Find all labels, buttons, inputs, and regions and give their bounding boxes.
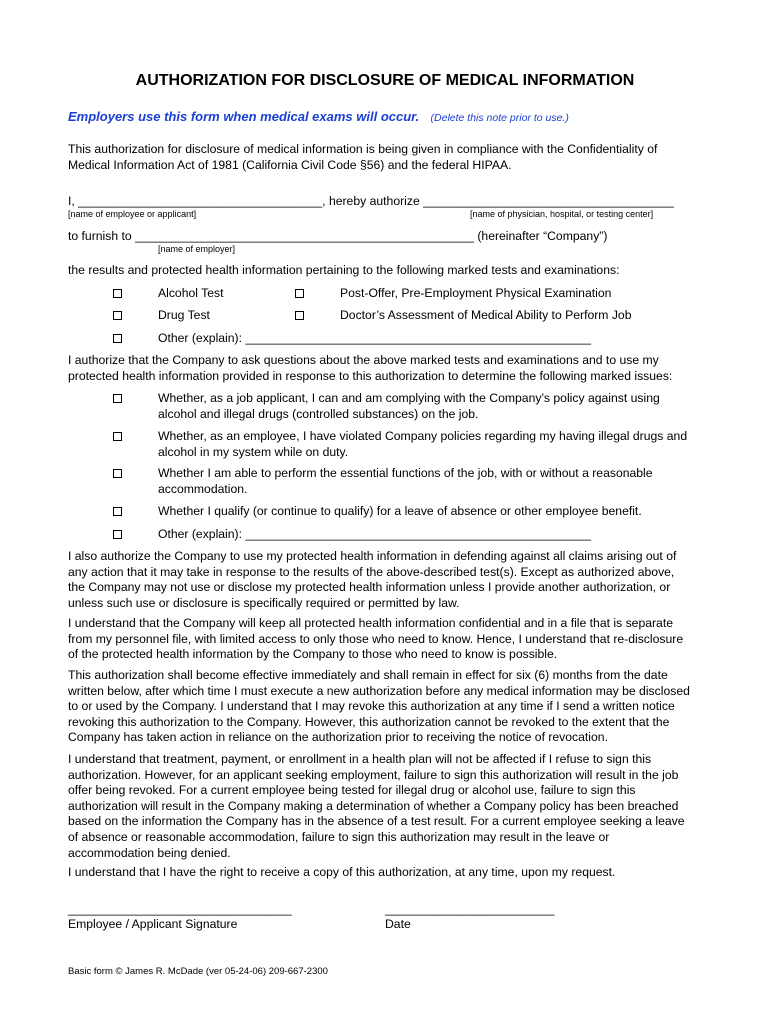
issue-employee-violation-checkbox[interactable]: [113, 432, 122, 441]
usage-note: [68, 109, 569, 127]
paragraph-line: offer being revoked. For a current employee being tested for illegal drug or alcohol use, failure to sign this: [68, 783, 636, 798]
signature-label: Employee / Applicant Signature: [68, 917, 238, 931]
usage-note-main: Employers use this form when medical exams will occur.: [68, 109, 420, 124]
issue-essential-functions-text: [158, 466, 718, 497]
paragraph-line: revoking this authorization to the Company. However, this authorization cannot be revoked to the extent that the: [68, 714, 670, 729]
date-label: Date: [385, 917, 411, 931]
issue-applicant-policy-checkbox[interactable]: [113, 394, 122, 403]
issue-employee-violation-text: [158, 429, 718, 460]
issue-line: alcohol and illegal drugs (controlled substances) on the job.: [158, 406, 479, 421]
paragraph-line: authorization will result in the Company making a determination of whether a Company policy has been breached: [68, 798, 679, 813]
other-test-label: Other (explain): ___________________________________________________: [158, 331, 592, 345]
doctor-assessment-label: Doctor’s Assessment of Medical Ability to Perform Job: [340, 308, 632, 322]
issue-other-checkbox[interactable]: [113, 530, 122, 539]
intro-line: This authorization for disclosure of medical information is being given in compliance with the Confidentiality of: [68, 142, 658, 156]
paragraph-line: I understand that the Company will keep all protected health information confidential and in a file that is separate: [68, 616, 674, 630]
document-title: AUTHORIZATION FOR DISCLOSURE OF MEDICAL INFORMATION: [135, 72, 635, 89]
issue-applicant-policy-text: [158, 391, 718, 422]
issue-line: Whether, as an employee, I have violated Company policies regarding my having illegal drugs and: [158, 429, 688, 443]
employee-name-label: [name of employee or applicant]: [68, 209, 197, 219]
pre-employment-exam-label: Post-Offer, Pre-Employment Physical Examination: [340, 286, 612, 300]
paragraph-line: of absence or reasonable accommodation, failure to sign this authorization may result in the leave or: [68, 829, 610, 844]
intro-paragraph: [68, 142, 708, 173]
issue-leave-benefit-checkbox[interactable]: [113, 507, 122, 516]
paragraph-line: I understand that treatment, payment, or enrollment in a health plan will not be affected if I refuse to sign this: [68, 752, 652, 766]
issue-other-text: [158, 527, 718, 543]
paragraph-line: to or used by the Company. I understand that I may revoke this authorization at any time if I send a written notice: [68, 699, 675, 714]
issue-line: alcohol in my system while on duty.: [158, 444, 349, 459]
alcohol-test-label: Alcohol Test: [158, 286, 224, 300]
provider-name-label: [name of physician, hospital, or testing center]: [470, 209, 654, 219]
paragraph-line: unless such use or disclosure is specifically required or permitted by law.: [68, 595, 460, 610]
other-test-checkbox[interactable]: [113, 334, 122, 343]
issue-line: Whether I qualify (or continue to qualify) for a leave of absence or other employee benefit.: [158, 504, 642, 518]
issue-line: Whether I am able to perform the essential functions of the job, with or without a reasonable: [158, 466, 653, 480]
intro-line: Medical Information Act of 1981 (California Civil Code §56) and the federal HIPAA.: [68, 157, 512, 172]
copy-right-paragraph: [68, 865, 708, 881]
usage-note-sub: (Delete this note prior to use.): [430, 112, 569, 124]
paragraph-line: from my personnel file, with limited access to only those who need to know. Hence, I understand that re-disclosure: [68, 631, 684, 646]
issues-intro-line: protected health information provided in response to this authorization to determine the following marked issues:: [68, 368, 673, 383]
issue-line: Whether, as a job applicant, I can and am complying with the Company’s policy against using: [158, 391, 660, 405]
paragraph-line: I understand that I have the right to receive a copy of this authorization, at any time, upon my request.: [68, 865, 616, 879]
paragraph-line: based on the information the Company has in the absence of a test result. For a current employee seeking a leave: [68, 814, 685, 829]
footer-credit: Basic form © James R. McDade (ver 05-24-06) 209-667-2300: [68, 966, 328, 977]
authorize-line: I, ____________________________________, hereby authorize _____________________________________: [68, 194, 674, 208]
employer-name-label: [name of employer]: [158, 244, 236, 254]
claims-defense-paragraph: [68, 549, 708, 611]
drug-test-checkbox[interactable]: [113, 311, 122, 320]
effective-period-paragraph: [68, 668, 708, 746]
doctor-assessment-checkbox[interactable]: [295, 311, 304, 320]
paragraph-line: the Company may not use or disclose my protected health information unless I provide another authorization, or: [68, 580, 671, 595]
paragraph-line: This authorization shall become effective immediately and shall remain in effect for six (6) months from the date: [68, 668, 668, 682]
paragraph-line: written below, after which time I must execute a new authorization before any medical information may be disclosed: [68, 683, 690, 698]
alcohol-test-checkbox[interactable]: [113, 289, 122, 298]
tests-intro: the results and protected health information pertaining to the following marked tests and examinations:: [68, 263, 620, 277]
issue-leave-benefit-text: [158, 504, 718, 520]
furnish-line: to furnish to __________________________________________________ (hereinafter “Company”): [68, 229, 608, 243]
signature-line[interactable]: _________________________________: [68, 902, 292, 916]
issue-essential-functions-checkbox[interactable]: [113, 469, 122, 478]
confidentiality-paragraph: [68, 616, 708, 663]
pre-employment-exam-checkbox[interactable]: [295, 289, 304, 298]
paragraph-line: I also authorize the Company to use my protected health information in defending against all claims arising out of: [68, 549, 677, 563]
issues-intro: [68, 353, 708, 384]
paragraph-line: any action that it may take in response to the results of the above-described test(s). Except as authorized above,: [68, 564, 675, 579]
issues-intro-line: I authorize that the Company to ask questions about the above marked tests and examinations and to use my: [68, 353, 659, 367]
drug-test-label: Drug Test: [158, 308, 210, 322]
date-line[interactable]: _________________________: [385, 902, 555, 916]
issue-line: accommodation.: [158, 481, 248, 496]
paragraph-line: accommodation being denied.: [68, 845, 231, 860]
refusal-consequences-paragraph: [68, 752, 708, 861]
paragraph-line: of the protected health information by the Company to those who need to know is possible.: [68, 647, 558, 662]
issue-line: Other (explain): ___________________________________________________: [158, 527, 592, 541]
paragraph-line: authorization. However, for an applicant seeking employment, failure to sign this authorization will result in the job: [68, 767, 679, 782]
paragraph-line: Company has taken action in reliance on the authorization prior to receiving the notice of revocation.: [68, 730, 608, 745]
